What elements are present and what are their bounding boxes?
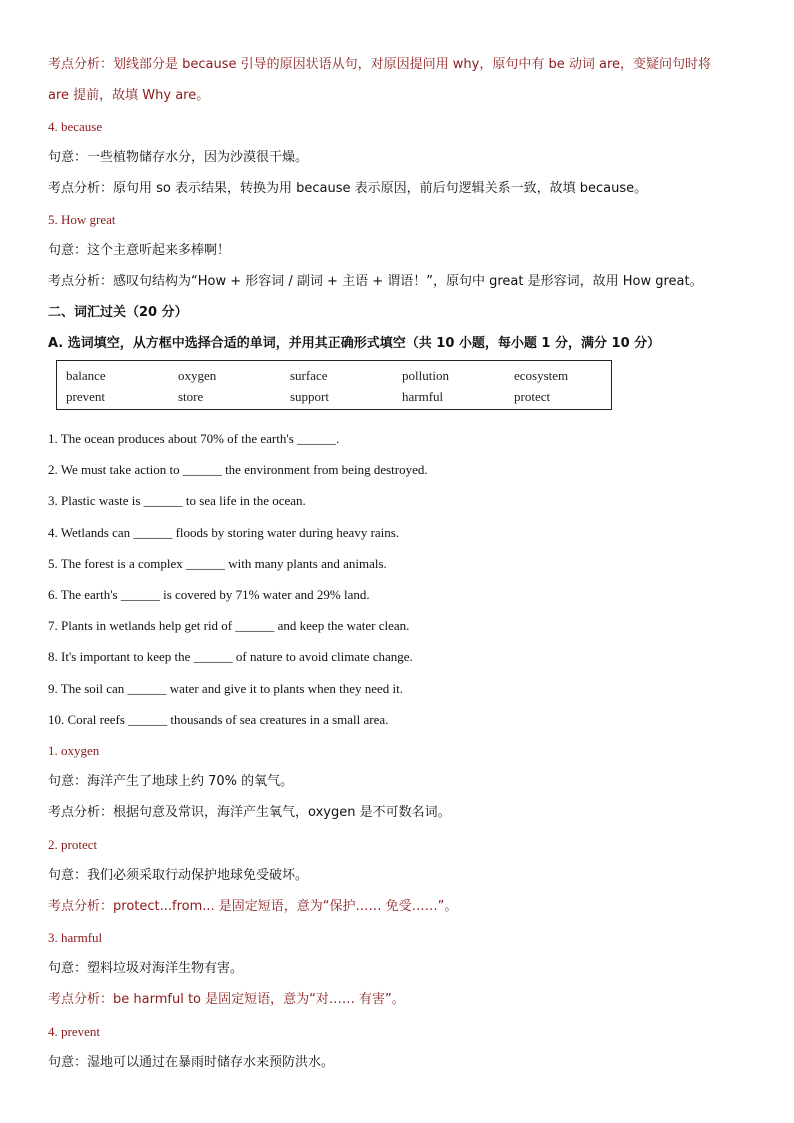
analysis-1 <box>48 805 451 821</box>
analysis-4 <box>48 181 647 197</box>
answer-4: 4. because <box>48 119 103 134</box>
analysis-5 <box>48 274 703 290</box>
analysis-continuation: are 提前，故填 Why are。 <box>48 88 210 103</box>
question-10: 10. Coral reefs ______ thousands of sea creatures in a small area. <box>48 712 389 727</box>
analysis-label: 考点分析： <box>48 805 114 820</box>
word-bank-item: harmful <box>402 389 444 404</box>
answer-4b: 4. prevent <box>48 1024 100 1039</box>
analysis-text: be harmful to 是固定短语，意为“对…… 有害”。 <box>113 992 405 1007</box>
analysis-text: 根据句意及常识，海洋产生氧气，oxygen 是不可数名词。 <box>113 805 451 820</box>
word-bank-item: surface <box>290 368 328 383</box>
analysis-label: 考点分析： <box>48 899 114 914</box>
analysis-label: 考点分析： <box>48 992 114 1007</box>
analysis-text: 划线部分是 because 引导的原因状语从句，对原因提问用 why，原句中有 be 动词 are，变疑问句时将 <box>113 57 712 72</box>
word-bank-item: oxygen <box>178 368 217 383</box>
analysis-text: 原句用 so 表示结果，转换为用 because 表示原因，前后句逻辑关系一致，故填 because。 <box>113 181 648 196</box>
word-bank-item: protect <box>514 389 551 404</box>
analysis-3 <box>48 992 405 1008</box>
word-bank-item: ecosystem <box>514 368 569 383</box>
meaning-4: 句意：一些植物储存水分，因为沙漠很干燥。 <box>48 150 309 165</box>
analysis-label: 考点分析： <box>48 274 114 289</box>
word-bank-item: store <box>178 389 204 404</box>
analysis-text: 感叹句结构为“How + 形容词 / 副词 + 主语 + 谓语！”，原句中 great 是形容词，故用 How great。 <box>113 274 703 289</box>
question-9: 9. The soil can ______ water and give it to plants when they need it. <box>48 681 404 696</box>
meaning-2: 句意：我们必须采取行动保护地球免受破坏。 <box>48 868 309 883</box>
word-bank-box <box>56 360 612 410</box>
word-bank-item: balance <box>66 368 106 383</box>
question-3: 3. Plastic waste is ______ to sea life in the ocean. <box>48 493 306 508</box>
question-6: 6. The earth's ______ is covered by 71% water and 29% land. <box>48 587 370 602</box>
question-2: 2. We must take action to ______ the environment from being destroyed. <box>48 462 428 477</box>
analysis-text: protect...from... 是固定短语，意为“保护…… 免受……”。 <box>113 899 458 914</box>
answer-2: 2. protect <box>48 837 98 852</box>
question-8: 8. It's important to keep the ______ of nature to avoid climate change. <box>48 649 413 664</box>
analysis-label: 考点分析： <box>48 57 114 72</box>
section-title: 二、词汇过关（20 分） <box>48 305 188 320</box>
answer-1: 1. oxygen <box>48 743 100 758</box>
answer-3: 3. harmful <box>48 930 103 945</box>
answer-5: 5. How great <box>48 212 116 227</box>
part-a-instructions: A. 选词填空，从方框中选择合适的单词，并用其正确形式填空（共 10 小题，每小题 1 分，满分 10 分） <box>48 336 661 351</box>
analysis-line <box>48 57 711 73</box>
question-4: 4. Wetlands can ______ floods by storing water during heavy rains. <box>48 525 400 540</box>
word-bank-item: prevent <box>66 389 105 404</box>
word-bank-item: pollution <box>402 368 449 383</box>
word-bank-item: support <box>290 389 329 404</box>
question-1: 1. The ocean produces about 70% of the earth's ______. <box>48 431 340 446</box>
meaning-3: 句意：塑料垃圾对海洋生物有害。 <box>48 961 244 976</box>
meaning-5: 句意：这个主意听起来多棒啊！ <box>48 243 231 258</box>
meaning-4b: 句意：湿地可以通过在暴雨时储存水来预防洪水。 <box>48 1055 335 1070</box>
analysis-2 <box>48 899 457 915</box>
meaning-1: 句意：海洋产生了地球上约 70% 的氧气。 <box>48 774 294 789</box>
question-5: 5. The forest is a complex ______ with many plants and animals. <box>48 556 387 571</box>
analysis-label: 考点分析： <box>48 181 114 196</box>
question-7: 7. Plants in wetlands help get rid of ______ and keep the water clean. <box>48 618 410 633</box>
